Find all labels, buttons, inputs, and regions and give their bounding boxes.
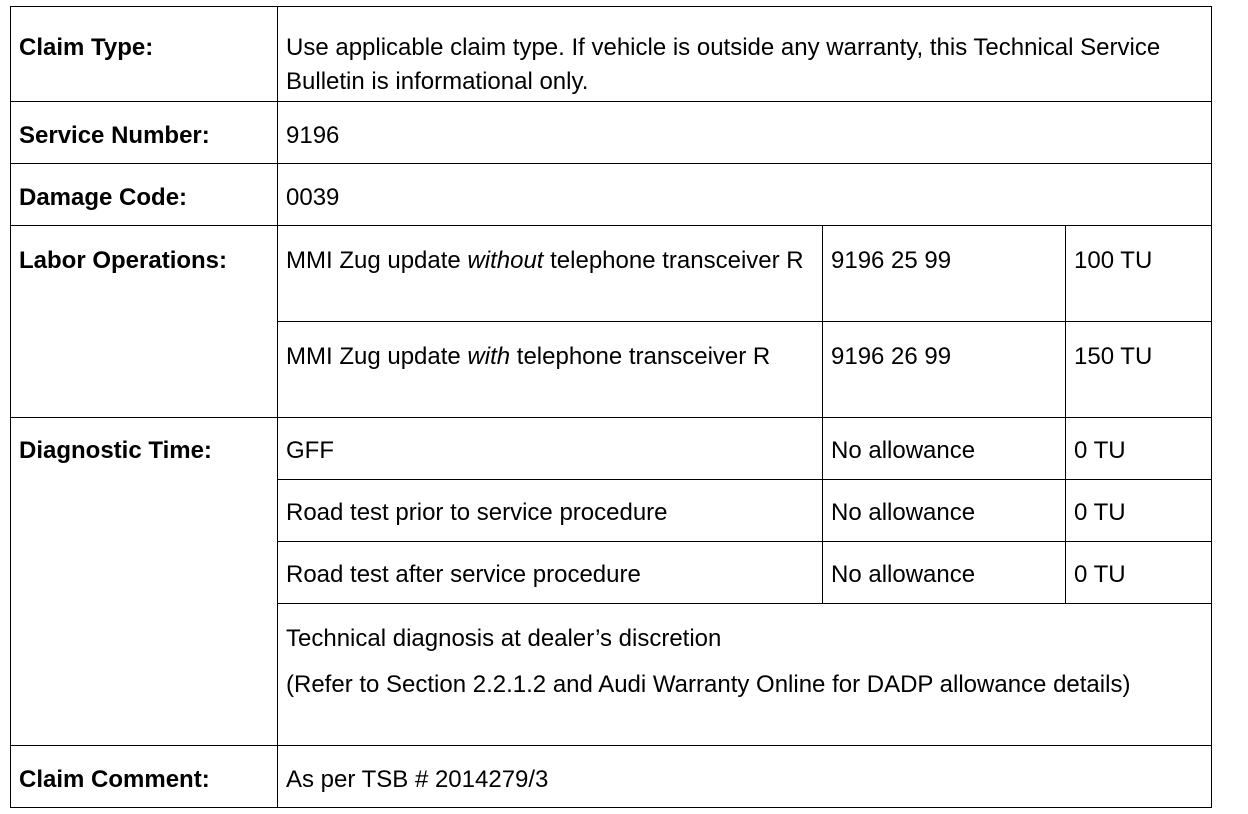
damage-code-value: 0039: [278, 164, 1212, 226]
damage-code-row: [11, 164, 1212, 226]
labor-desc-emphasis: without: [467, 247, 544, 274]
diagnostic-description: Road test after service procedure: [278, 542, 823, 604]
labor-desc-after: telephone transceiver R: [510, 343, 771, 370]
service-number-row: [11, 102, 1212, 164]
diagnostic-time-value: 0 TU: [1066, 480, 1212, 542]
diagnostic-note-detail: (Refer to Section 2.2.1.2 and Audi Warranty Online for DADP allowance details): [286, 671, 1131, 698]
claim-type-label: Claim Type:: [11, 7, 278, 102]
diagnostic-description: GFF: [278, 418, 823, 480]
claim-comment-label: Claim Comment:: [11, 746, 278, 808]
labor-desc-before: MMI Zug update: [286, 343, 468, 370]
claim-comment-value: As per TSB # 2014279/3: [278, 746, 1212, 808]
claim-type-value: Use applicable claim type. If vehicle is outside any warranty, this Technical Service Bulletin is informational only.: [278, 7, 1212, 102]
labor-desc-before: MMI Zug update: [286, 247, 468, 274]
claim-type-row: [11, 7, 1212, 102]
diagnostic-time-label: Diagnostic Time:: [11, 418, 278, 746]
labor-operation-time: 150 TU: [1066, 322, 1212, 418]
service-number-value: 9196: [278, 102, 1212, 164]
labor-operation-time: 100 TU: [1066, 226, 1212, 322]
diagnostic-time-value: 0 TU: [1066, 418, 1212, 480]
labor-desc-after: telephone transceiver R: [543, 247, 804, 274]
claim-comment-row: [11, 746, 1212, 808]
service-number-label: Service Number:: [11, 102, 278, 164]
labor-operation-code: 9196 25 99: [823, 226, 1066, 322]
diagnostic-allowance: No allowance: [823, 542, 1066, 604]
diagnostic-allowance: No allowance: [823, 418, 1066, 480]
diagnostic-row: [11, 418, 1212, 480]
labor-operations-label: Labor Operations:: [11, 226, 278, 418]
diagnostic-time-value: 0 TU: [1066, 542, 1212, 604]
claim-info-table: [10, 6, 1212, 808]
diagnostic-description: Road test prior to service procedure: [278, 480, 823, 542]
labor-operation-description: [278, 322, 823, 418]
labor-operation-description: [278, 226, 823, 322]
diagnostic-allowance: No allowance: [823, 480, 1066, 542]
diagnostic-note-line: Technical diagnosis at dealer’s discretion: [286, 625, 722, 652]
labor-operation-row: [11, 226, 1212, 322]
diagnostic-note: [278, 604, 1212, 746]
damage-code-label: Damage Code:: [11, 164, 278, 226]
labor-desc-emphasis: with: [467, 343, 511, 370]
labor-operation-code: 9196 26 99: [823, 322, 1066, 418]
